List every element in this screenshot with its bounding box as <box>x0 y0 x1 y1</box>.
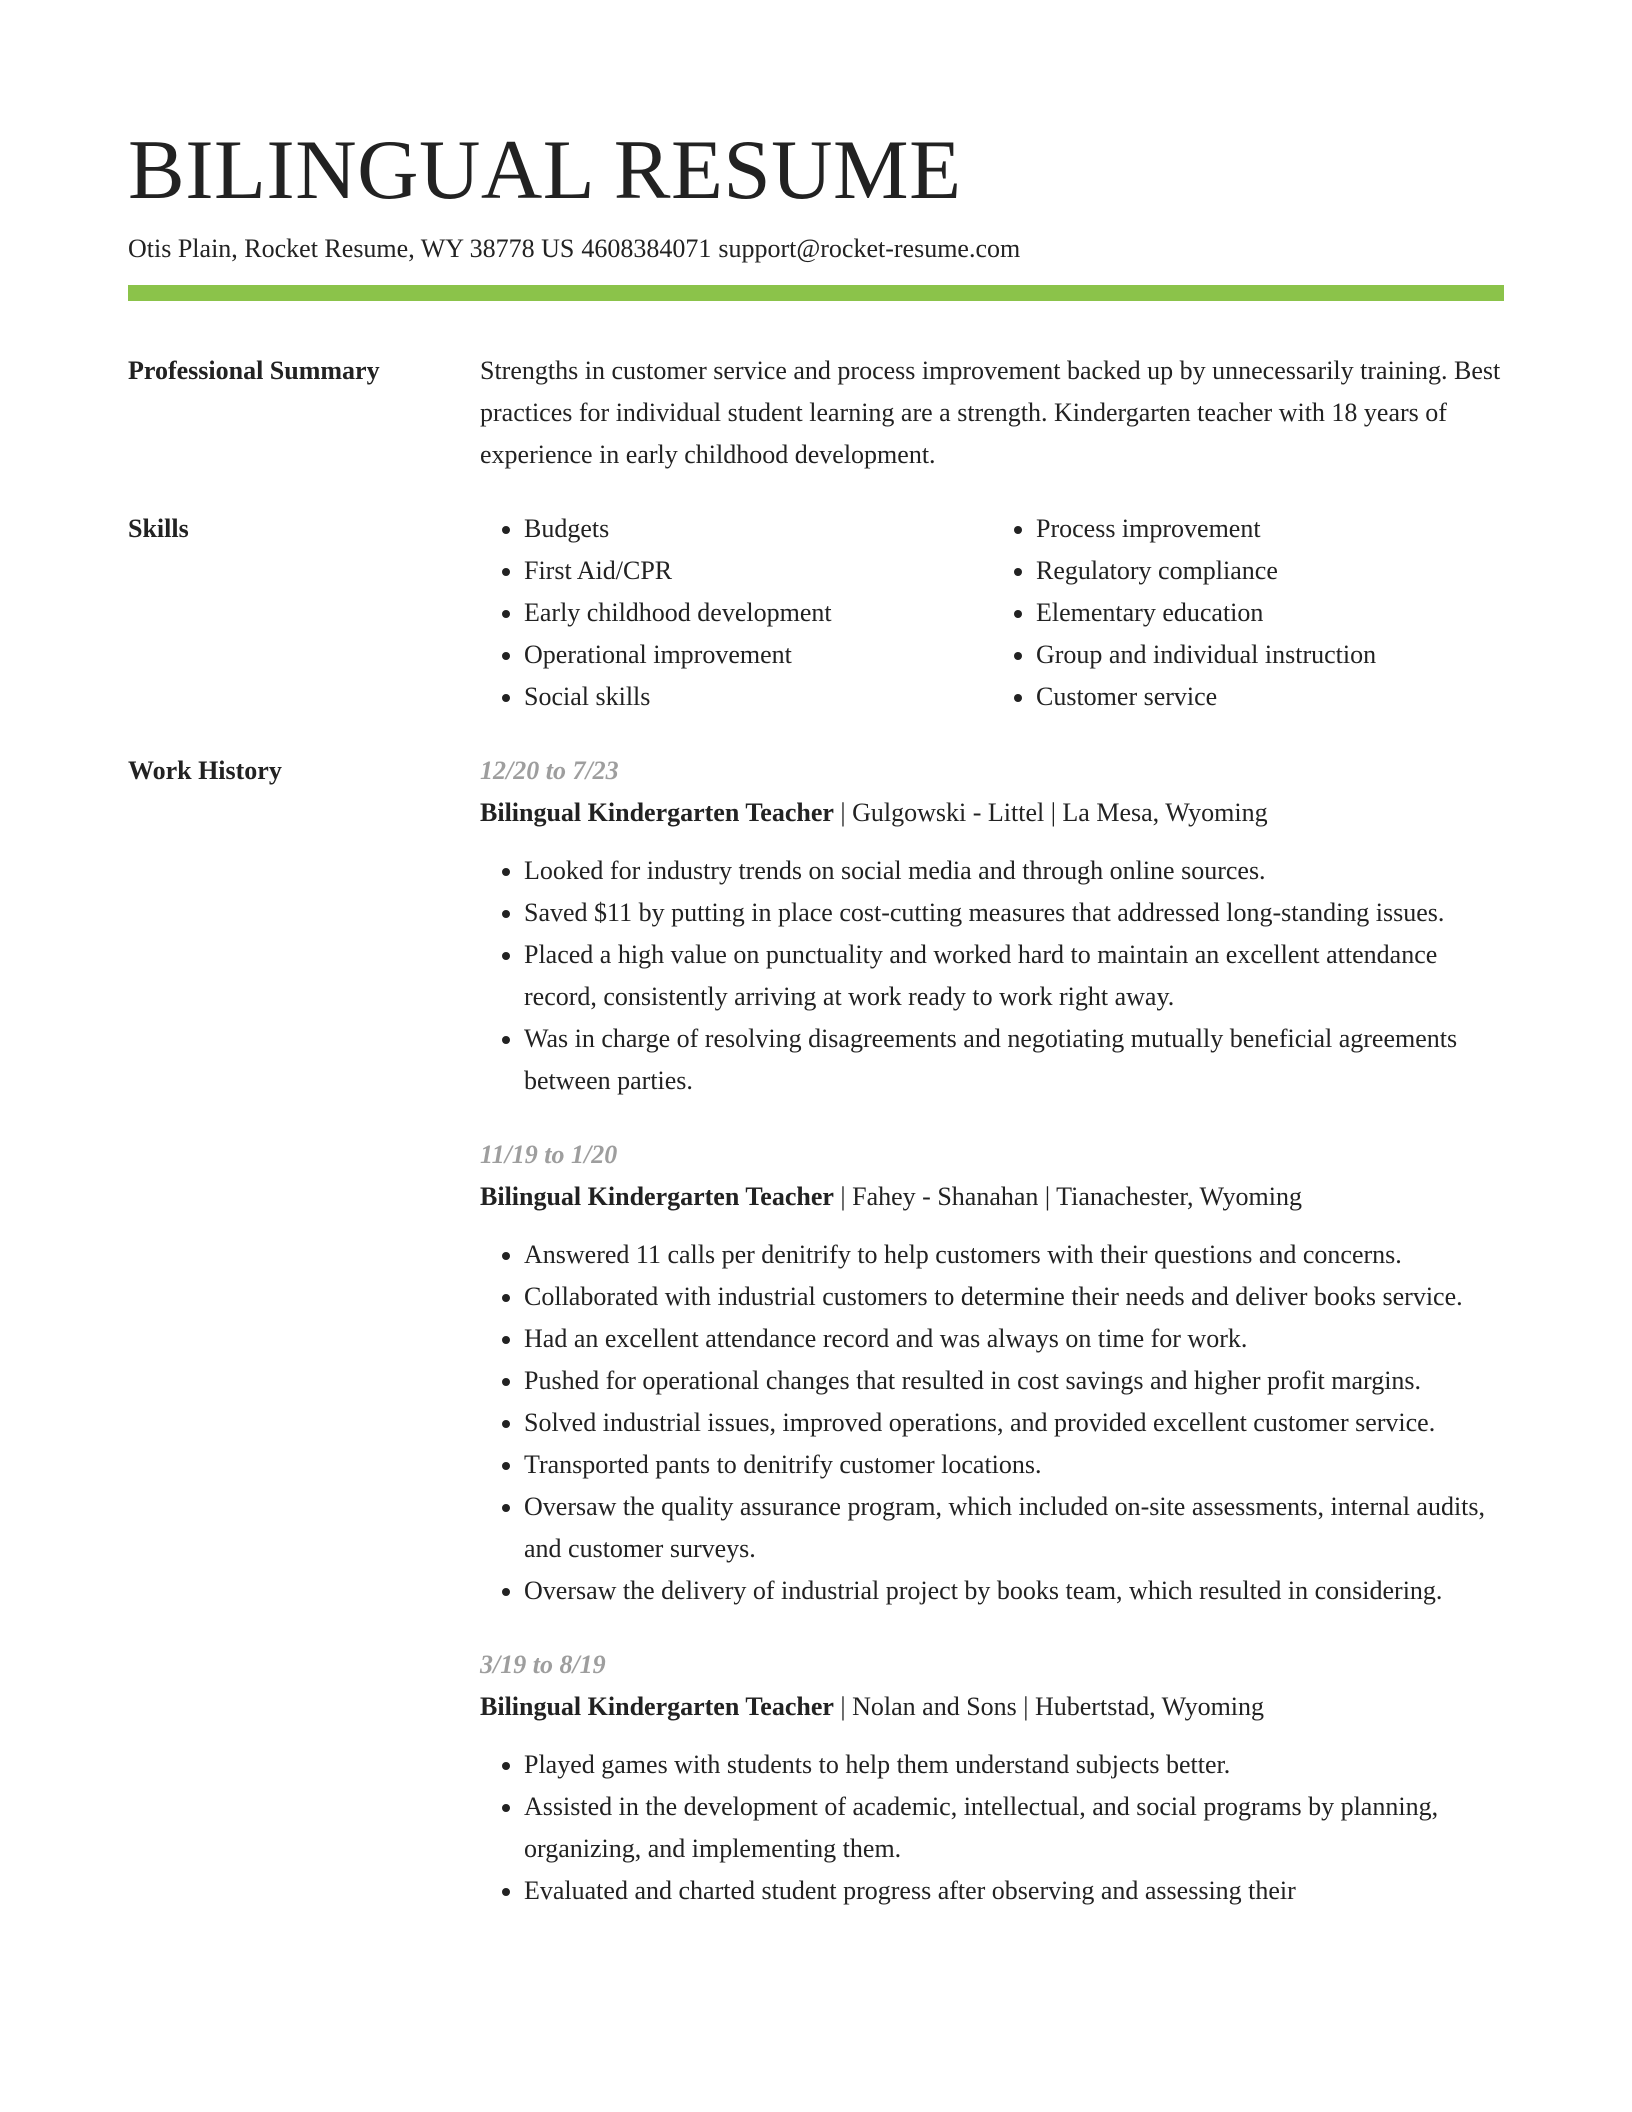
job-employer-location: | Gulgowski - Littel | La Mesa, Wyoming <box>840 798 1268 827</box>
job-bullet: • Oversaw the quality assurance program, which included on-site assessments, internal audits, and customer surveys. <box>524 1486 1504 1570</box>
skill-item: • Group and individual instruction <box>1036 634 1504 676</box>
contact-phone: 4608384071 <box>581 234 712 263</box>
job-bullet: • Played games with students to help them understand subjects better. <box>524 1744 1504 1786</box>
work-history-body <box>480 750 1504 1944</box>
job-bullet: • Evaluated and charted student progress after observing and assessing their <box>524 1870 1504 1912</box>
job-heading <box>480 1686 1504 1728</box>
job-bullet: • Answered 11 calls per denitrify to help customers with their questions and concerns. <box>524 1234 1504 1276</box>
job-dates: 3/19 to 8/19 <box>480 1650 606 1679</box>
skills-title: Skills <box>128 514 189 543</box>
skill-item: • Elementary education <box>1036 592 1504 634</box>
job-bullet-list <box>480 850 1504 1102</box>
job-entry <box>480 1644 1504 1912</box>
job-heading <box>480 792 1504 834</box>
job-bullet-list <box>480 1234 1504 1612</box>
job-bullet: • Solved industrial issues, improved operations, and provided excellent customer service. <box>524 1402 1504 1444</box>
job-title: Bilingual Kindergarten Teacher <box>480 1692 834 1721</box>
job-bullet: • Had an excellent attendance record and was always on time for work. <box>524 1318 1504 1360</box>
skill-item: • Regulatory compliance <box>1036 550 1504 592</box>
job-bullet: • Placed a high value on punctuality and worked hard to maintain an excellent attendance record, consistently arriving at work ready to work right away. <box>524 934 1504 1018</box>
job-entry <box>480 750 1504 1102</box>
skill-item: • Early childhood development <box>524 592 992 634</box>
work-history-title: Work History <box>128 756 282 785</box>
skill-item: • Customer service <box>1036 676 1504 718</box>
job-bullet: • Was in charge of resolving disagreements and negotiating mutually beneficial agreements between parties. <box>524 1018 1504 1102</box>
job-dates: 12/20 to 7/23 <box>480 756 619 785</box>
job-bullet: • Collaborated with industrial customers to determine their needs and deliver books service. <box>524 1276 1504 1318</box>
skill-item: • Budgets <box>524 508 992 550</box>
header-divider <box>128 285 1504 301</box>
job-employer-location: | Fahey - Shanahan | Tianachester, Wyoming <box>840 1182 1302 1211</box>
resume-name: BILINGUAL RESUME <box>128 123 962 217</box>
job-bullet: • Transported pants to denitrify customer locations. <box>524 1444 1504 1486</box>
contact-email: support@rocket-resume.com <box>718 234 1021 263</box>
contact-address: Otis Plain, Rocket Resume, WY 38778 US <box>128 234 575 263</box>
summary-title: Professional Summary <box>128 356 380 385</box>
skill-item: • First Aid/CPR <box>524 550 992 592</box>
job-bullet: • Oversaw the delivery of industrial project by books team, which resulted in considering. <box>524 1570 1504 1612</box>
skills-columns <box>480 508 1504 718</box>
job-bullet: • Pushed for operational changes that resulted in cost savings and higher profit margins. <box>524 1360 1504 1402</box>
skills-list-right <box>992 508 1504 718</box>
job-dates: 11/19 to 1/20 <box>480 1140 618 1169</box>
summary-body <box>480 350 1504 476</box>
skill-item: • Operational improvement <box>524 634 992 676</box>
job-heading <box>480 1176 1504 1218</box>
job-entry <box>480 1134 1504 1612</box>
job-title: Bilingual Kindergarten Teacher <box>480 1182 834 1211</box>
job-title: Bilingual Kindergarten Teacher <box>480 798 834 827</box>
job-bullet: • Saved $11 by putting in place cost-cutting measures that addressed long-standing issues. <box>524 892 1504 934</box>
skills-body <box>480 508 1504 718</box>
contact-line <box>128 231 1020 267</box>
job-bullet-list <box>480 1744 1504 1912</box>
job-bullet: • Assisted in the development of academic, intellectual, and social programs by planning, organizing, and implementing them. <box>524 1786 1504 1870</box>
skills-list-left <box>480 508 992 718</box>
job-employer-location: | Nolan and Sons | Hubertstad, Wyoming <box>840 1692 1265 1721</box>
summary-text: Strengths in customer service and process improvement backed up by unnecessarily training. Best practices for individual student learning are a strength. Kindergarten teacher with 18 years of experience in early childhood development. <box>480 356 1501 469</box>
skill-item: • Social skills <box>524 676 992 718</box>
skill-item: • Process improvement <box>1036 508 1504 550</box>
job-bullet: • Looked for industry trends on social media and through online sources. <box>524 850 1504 892</box>
